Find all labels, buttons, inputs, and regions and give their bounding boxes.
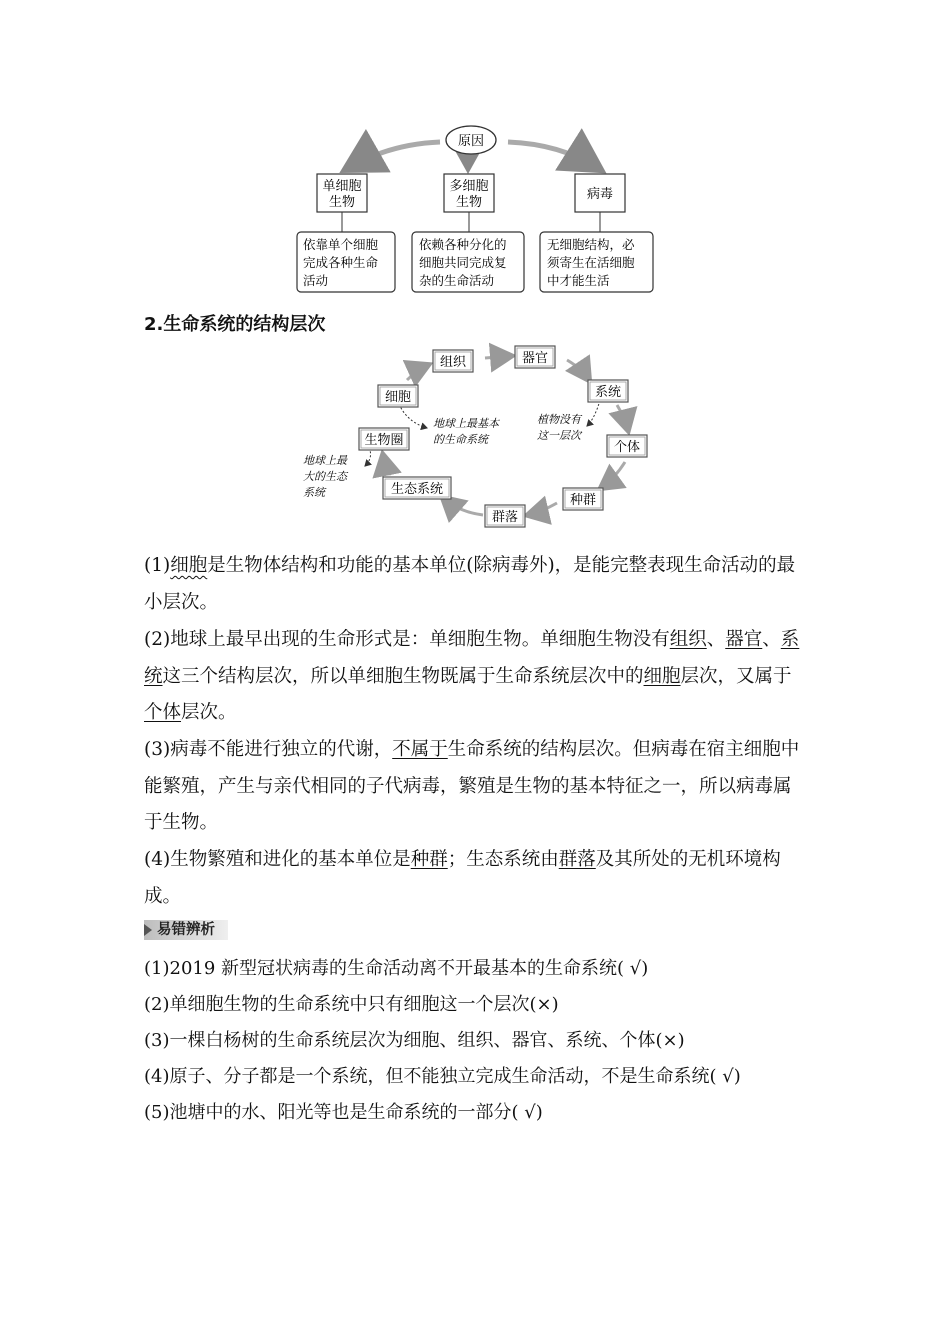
paragraph-3: (3)病毒不能进行独立的代谢，不属于生命系统的结构层次。但病毒在宿主细胞中能繁殖，产生与亲代相同的子代病毒，繁殖是生物的基本特征之一，所以病毒属于生物。 bbox=[144, 739, 800, 833]
term-individual: 个体 bbox=[144, 702, 182, 723]
judgment-3: (3)一棵白杨树的生命系统层次为细胞、组织、器官、系统、个体(×) bbox=[144, 1030, 685, 1051]
note-biosphere-line-2: 大的生态 bbox=[303, 470, 347, 483]
level-system-label: 系统 bbox=[594, 385, 622, 400]
term-community: 群落 bbox=[558, 849, 596, 870]
root-label: 原因 bbox=[457, 134, 485, 149]
level-tissue-label: 组织 bbox=[439, 355, 467, 370]
judgment-4: (4)原子、分子都是一个系统，但不能独立完成生命活动，不是生命系统( √) bbox=[144, 1066, 741, 1087]
desc-1-line-2: 完成各种生命 bbox=[303, 255, 379, 270]
desc-2-line-1: 依赖各种分化的 bbox=[419, 237, 507, 252]
term-cell-level: 细胞 bbox=[643, 665, 681, 687]
level-community-label: 群落 bbox=[491, 510, 519, 525]
life-system-cycle-diagram bbox=[295, 340, 665, 535]
level-population bbox=[563, 488, 603, 510]
level-individual-label: 个体 bbox=[613, 440, 641, 455]
term-not-belong: 不属于 bbox=[392, 739, 448, 760]
desc-2-line-3: 杂的生命活动 bbox=[419, 273, 495, 288]
term-tissue: 组织 bbox=[669, 629, 707, 650]
paragraph-4: (4)生物繁殖和进化的基本单位是种群；生态系统由群落及其所处的无机环境构成。 bbox=[144, 849, 781, 907]
term-cell: 细胞 bbox=[170, 555, 208, 576]
desc-1-line-3: 活动 bbox=[303, 273, 329, 288]
level-ecosystem-label: 生态系统 bbox=[390, 482, 444, 497]
note-biosphere-line-3: 系统 bbox=[303, 486, 325, 499]
desc-3-line-1: 无细胞结构，必 bbox=[547, 237, 635, 252]
note-cell-line-2: 的生命系统 bbox=[433, 433, 488, 446]
level-ecosystem bbox=[383, 477, 451, 499]
desc-3-line-2: 须寄生在活细胞 bbox=[547, 255, 635, 270]
paragraph-1: (1)细胞是生物体结构和功能的基本单位(除病毒外)，是能完整表现生命活动的最小层次。 bbox=[144, 555, 796, 613]
level-population-label: 种群 bbox=[569, 493, 597, 508]
note-plant-line-1: 植物没有 bbox=[537, 413, 581, 426]
level-cell-label: 细胞 bbox=[384, 390, 412, 405]
paragraph-2: (2)地球上最早出现的生命形式是：单细胞生物。单细胞生物没有组织、器官、系统这三个结构层次，所以单细胞生物既属于生命系统层次中的细胞层次，又属于个体层次。 bbox=[144, 629, 800, 723]
play-icon bbox=[144, 924, 152, 936]
level-cell bbox=[378, 385, 418, 407]
level-organ bbox=[515, 346, 555, 368]
cat-1-line-2: 生物 bbox=[328, 195, 356, 210]
level-system bbox=[588, 380, 628, 402]
level-biosphere bbox=[359, 428, 409, 450]
error-analysis-tag bbox=[144, 920, 228, 940]
cat-2-line-2: 生物 bbox=[455, 195, 483, 210]
cat-3-line-1: 病毒 bbox=[586, 187, 614, 202]
level-biosphere-label: 生物圈 bbox=[364, 433, 404, 448]
arrow-left-curve bbox=[348, 142, 440, 168]
term-population: 种群 bbox=[410, 849, 448, 870]
note-biosphere-line-1: 地球上最 bbox=[303, 454, 347, 467]
judgment-2: (2)单细胞生物的生命系统中只有细胞这一个层次(×) bbox=[144, 994, 559, 1015]
level-organ-label: 器官 bbox=[521, 351, 549, 366]
cause-diagram bbox=[280, 118, 680, 298]
level-community bbox=[485, 505, 525, 527]
desc-3-line-3: 中才能生活 bbox=[547, 273, 610, 288]
desc-2-line-2: 细胞共同完成复 bbox=[419, 255, 507, 270]
section-title: 2.生命系统的结构层次 bbox=[144, 314, 326, 335]
desc-1-line-1: 依靠单个细胞 bbox=[303, 237, 379, 252]
cat-2-line-1: 多细胞 bbox=[449, 179, 489, 194]
judgment-5: (5)池塘中的水、阳光等也是生命系统的一部分( √) bbox=[144, 1102, 543, 1123]
term-organ: 器官 bbox=[725, 629, 763, 650]
error-analysis-label: 易错辨析 bbox=[157, 922, 215, 938]
cat-1-line-1: 单细胞 bbox=[322, 179, 362, 194]
judgment-1: (1)2019 新型冠状病毒的生命活动离不开最基本的生命系统( √) bbox=[144, 958, 649, 979]
level-tissue bbox=[433, 350, 473, 372]
arrow-right-curve bbox=[508, 142, 598, 168]
note-plant-line-2: 这一层次 bbox=[537, 429, 581, 442]
term-system: 系统 bbox=[144, 629, 800, 687]
note-cell-line-1: 地球上最基本 bbox=[433, 417, 499, 430]
level-individual bbox=[607, 435, 647, 457]
